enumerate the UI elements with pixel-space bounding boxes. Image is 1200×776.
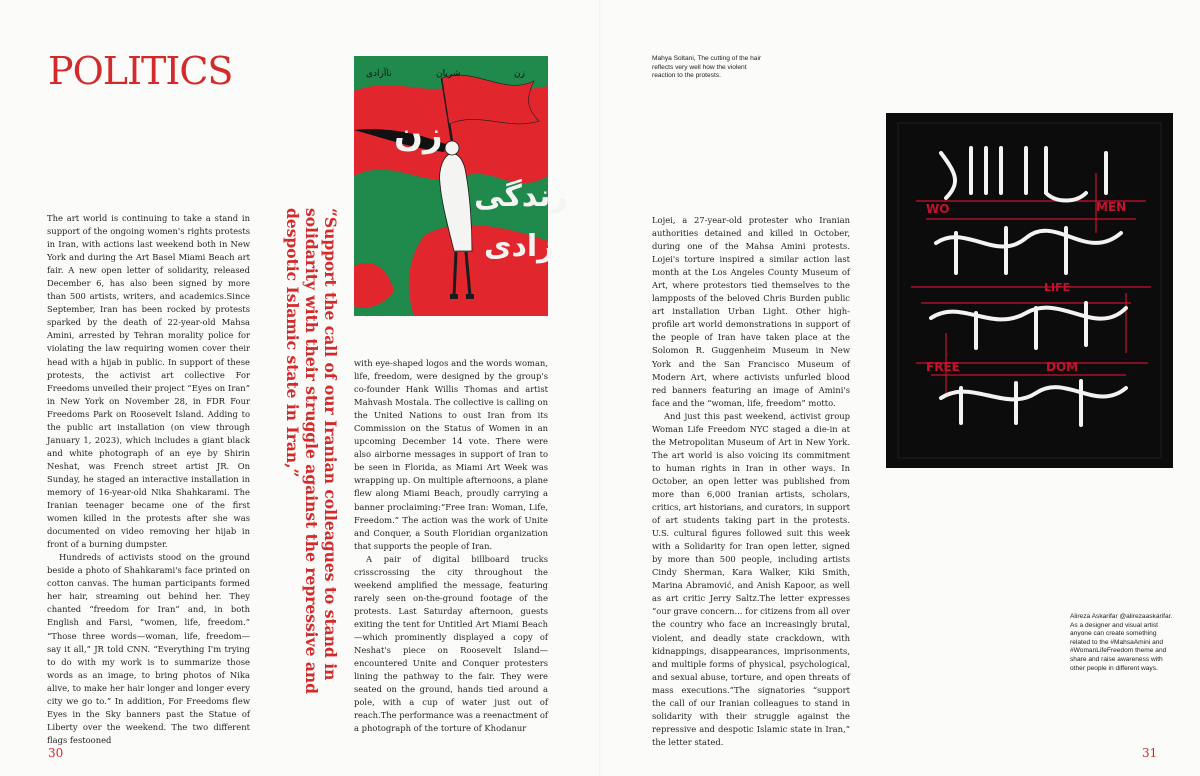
protest-poster-image <box>354 56 568 316</box>
paragraph: And just this past weekend, activist group Woman Life Freedom NYC staged a die-in at the Metropolitan Museum of Art in New York. The art world is also voicing its commitment to human rights in Iran in other ways. In October, an open letter was published from more than 6,000 Iranian artists, scholars, critics, art historians, and curators, in support of art students taking part in the protests. U.S. cultural figures followed suit this week with a Solidarity for Iran open letter, signed by more than 500 people, including artists Cindy Sherman, Kara Walker, Kiki Smith, Marina Abramović, and Anish Kapoor, as well as art critic Jerry Saltz.The letter expresses “our grave concern... for citizens from all over the country who face an increasingly brutal, violent, and deadly state crackdown, with kidnappings, disappearances, imprisonments, and multiple forms of physical, psychological, and sexual abuse, torture, and open threats of mass executions.”The signatories “support the call of our Iranian colleagues to stand in solidarity with their struggle against the repressive and despotic Islamic state in Iran,” the letter stated. <box>652 410 850 747</box>
page-number-right: 31 <box>1142 746 1158 760</box>
poster-word-2: شریان <box>436 69 461 79</box>
poster-big-word-2: زندگی <box>474 179 568 214</box>
poster-word-1: ناآزادی <box>366 69 392 79</box>
paragraph: Lojei, a 27-year-old protester who Iranian authorities detained and killed in October, during one of the Mahsa Amini protests. Lojei's torture inspired a similar action last month at the Los Angeles County Museum of Art, where protestors tied themselves to the lampposts of the beloved Chris Burden public art installation Urban Light. Other high-profile art world demonstrations in support of the people of Iran have taken place at the Solomon R. Guggenheim Museum in New York and the San Francisco Museum of Modern Art, where activists unfurled blood red banners featuring an image of Amini's face and the “woman, life, freedom” motto. <box>652 215 850 408</box>
page-number-left: 30 <box>48 746 64 760</box>
calligraphy-illustration <box>886 113 1173 468</box>
article-column-3 <box>652 214 850 749</box>
paragraph: The art world is continuing to take a stand in support of the ongoing women's rights protests in Iran, with actions last weekend both in New York and during the Art Basel Miami Beach art fair. A new open letter of solidarity, released December 6, has also been signed by more than 500 artists, writers, and academics.Since September, Iran has been rocked by protests sparked by the death of 22-year-old Mahsa Amini, arrested by Tehran morality police for violating the law requiring women cover their head with a hijab in public. In support of these protests, the activist art collective For Freedoms unveiled their project “Eyes on Iran” in New York on November 28, in FDR Four Freedoms Park on Roosevelt Island. Adding to the public art installation (on view through January 1, 2023), which includes a giant black and white photograph of an eye by Shirin Neshat, was French street artist JR. On Sunday, he staged an interactive installation in memory of 16-year-old Nika Shahkarami. The Iranian teenager became one of the first women killed in the protests after she was documented on video removing her hijab in front of a burning dumpster. <box>47 213 250 550</box>
poster-big-word-3: زادی <box>484 229 555 264</box>
paragraph: Hundreds of activists stood on the ground beside a photo of Shahkarami's face printed on cotton canvas. The human participants formed her hair, streaming out behind her. They chanted “freedom for Iran” and, in both English and Farsi, “women, life, freedom.” “Those three words—woman, life, freedom—say it all,” JR told CNN. “Everything I'm trying to do with my work is to summarize those words as an image, to bring photos of Nika alive, to make her hair longer and longer every city we go to.” In addition, For Freedoms flew Eyes in the Sky banners past the Statue of Liberty over the weekend. The two different flags festooned <box>47 552 250 745</box>
page-gutter <box>599 0 601 776</box>
paragraph: A pair of digital billboard trucks crisscrossing the city throughout the weekend amplified the message, featuring rarely seen on-the-ground footage of the protests. Last Saturday afternoon, guests exiting the tent for Untitled Art Miami Beach—which prominently displayed a copy of Neshat's piece on Roosevelt Island—encountered Unite and Conquer protesters lining the pathway to the fair. They were seated on the ground, hands tied around a pole, with a cup of water just out of reach.The performance was a reenactment of a photograph of the torture of Khodanur <box>354 553 548 734</box>
artwork-label-free: FREE <box>926 360 960 374</box>
pull-quote-container <box>268 208 340 713</box>
article-column-1 <box>47 212 250 747</box>
caption-top: Mahya Soltani, The cutting of the hair reflects very well how the violent reaction to the protests. <box>652 55 762 80</box>
artwork-label-men: MEN <box>1096 200 1127 214</box>
poster-big-word-1: زن <box>394 115 443 155</box>
article-column-2 <box>354 357 548 735</box>
artwork-label-life: LIFE <box>1044 281 1071 294</box>
caption-right: Alireza Askarifar @alirezaaskarifar. As a designer and visual artist anyone can create something related to the #MahsaAmini and #WomanLifeFreedom theme and share and raise awareness with other people in different ways. <box>1070 613 1173 672</box>
poster-illustration <box>354 56 568 316</box>
artwork-label-dom: DOM <box>1046 360 1079 374</box>
section-title: POLITICS <box>48 49 233 93</box>
artwork-label-wo: WO <box>926 202 950 216</box>
pull-quote: “Support the call of our Iranian colleagues to stand in solidarity with their struggle against the repressive and despotic Islamic state in Iran,” <box>283 208 340 694</box>
calligraphy-artwork-image <box>886 113 1173 468</box>
paragraph: with eye-shaped logos and the words woman, life, freedom, were designed by the group's co-founder Hank Willis Thomas and artist Mahvash Mostala. The collective is calling on the United Nations to oust Iran from its Commission on the Status of Women in an upcoming December 14 vote. There were also airborne messages in support of Iran to be seen in Florida, as Miami Art Week was wrapping up. On multiple afternoons, a plane flew along Miami Beach, proudly carrying a banner proclaiming:“Free Iran: Woman, Life, Freedom.” The action was the work of Unite and Conquer, a South Floridian organization that supports the people of Iran. <box>354 358 548 551</box>
poster-word-3: زن <box>514 69 525 79</box>
